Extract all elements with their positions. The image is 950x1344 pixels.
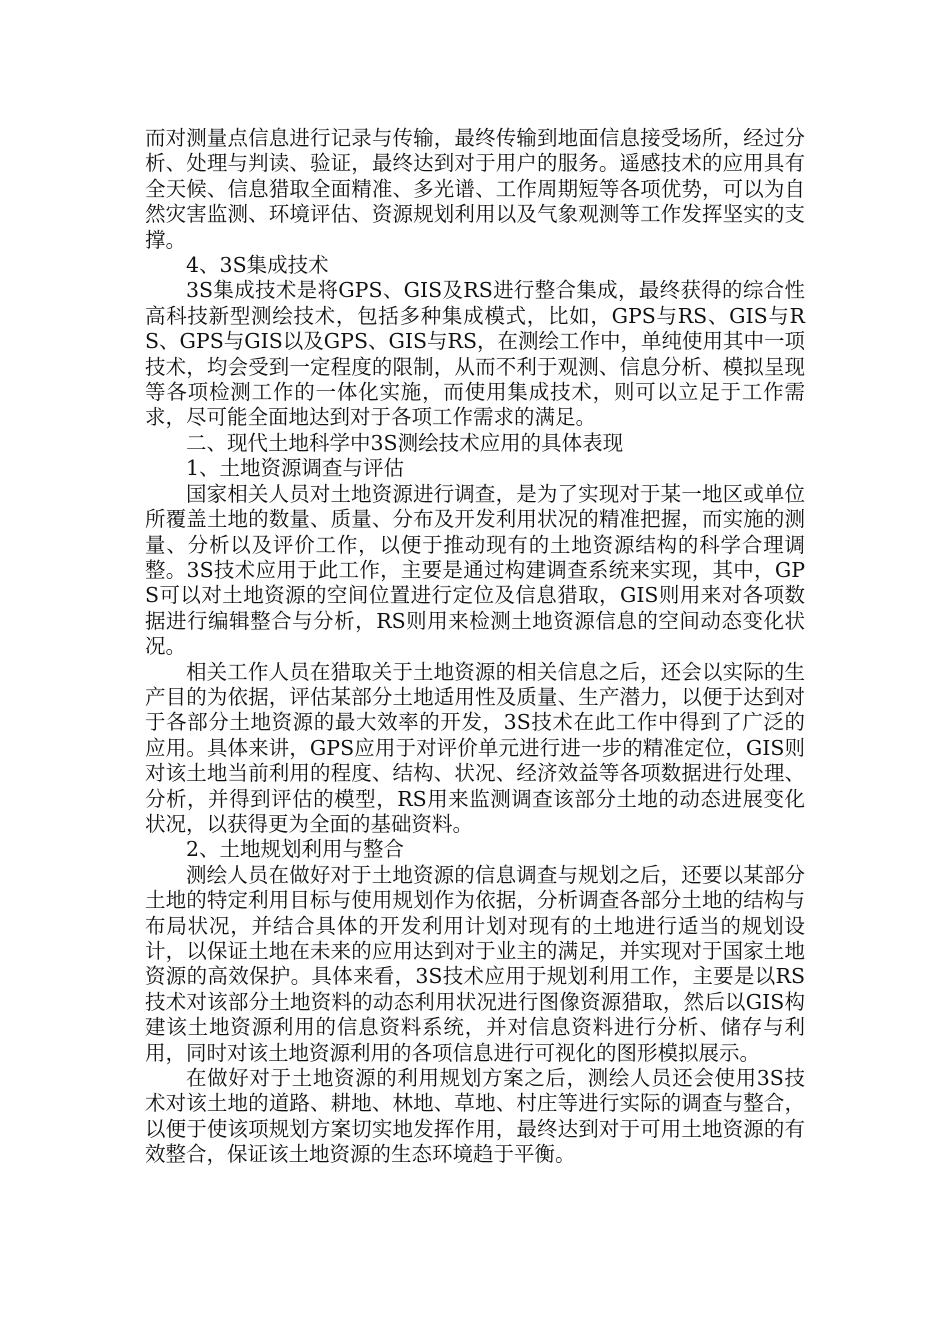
paragraph: 在做好对于土地资源的利用规划方案之后，测绘人员还会使用3S技术对该土地的道路、耕地、林地、草地、村庄等进行实际的调查与整合，以便于使该项规划方案切实地发挥作用，最终达到对于可用土地资源的有效整合，保证该土地资源的生态环境趋于平衡。 [145,1066,805,1167]
section-heading: 二、现代土地科学中3S测绘技术应用的具体表现 [186,430,624,455]
paragraph: 相关工作人员在猎取关于土地资源的相关信息之后，还会以实际的生产目的为依据，评估某部分土地适用性及质量、生产潜力，以便于达到对于各部分土地资源的最大效率的开发，3S技术在此工作中得到了广泛的应用。具体来讲，GPS应用于对评价单元进行进一步的精准定位，GIS则对该土地当前利用的程度、结构、状况、经济效益等各项数据进行处理、分析，并得到评估的模型，RS用来监测调查该部分土地的动态进展变化状况，以获得更为全面的基础资料。 [145,659,805,836]
section-heading: 4、3S集成技术 [186,253,329,278]
document-body [145,126,805,1168]
section-heading: 2、土地规划利用与整合 [186,837,405,862]
paragraph: 国家相关人员对土地资源进行调查，是为了实现对于某一地区或单位所覆盖土地的数量、质量、分布及开发利用状况的精准把握，而实施的测量、分析以及评价工作，以便于推动现有的土地资源结构的科学合理调整。3S技术应用于此工作，主要是通过构建调查系统来实现，其中，GPS可以对土地资源的空间位置进行定位及信息猎取，GIS则用来对各项数据进行编辑整合与分析，RS则用来检测土地资源信息的空间动态变化状况。 [145,481,805,659]
paragraph: 测绘人员在做好对于土地资源的信息调查与规划之后，还要以某部分土地的特定利用目标与使用规划作为依据，分析调查各部分土地的结构与布局状况，并结合具体的开发利用计划对现有的土地进行适当的规划设计，以保证土地在未来的应用达到对于业主的满足，并实现对于国家土地资源的高效保护。具体来看，3S技术应用于规划利用工作，主要是以RS技术对该部分土地资料的动态利用状况进行图像资源猎取，然后以GIS构建该土地资源利用的信息资料系统，并对信息资料进行分析、储存与利用，同时对该土地资源利用的各项信息进行可视化的图形模拟展示。 [145,862,805,1065]
paragraph: 3S集成技术是将GPS、GIS及RS进行整合集成，最终获得的综合性高科技新型测绘技术，包括多种集成模式，比如，GPS与RS、GIS与RS、GPS与GIS以及GPS、GIS与RS，在测绘工作中，单纯使用其中一项技术，均会受到一定程度的限制，从而不利于观测、信息分析、模拟呈现等各项检测工作的一体化实施，而使用集成技术，则可以立足于工作需求，尽可能全面地达到对于各项工作需求的满足。 [145,278,805,430]
section-heading: 1、土地资源调查与评估 [186,456,405,481]
paragraph: 而对测量点信息进行记录与传输，最终传输到地面信息接受场所，经过分析、处理与判读、验证，最终达到对于用户的服务。遥感技术的应用具有全天候、信息猎取全面精准、多光谱、工作周期短等各项优势，可以为自然灾害监测、环境评估、资源规划利用以及气象观测等工作发挥坚实的支撑。 [145,126,805,252]
